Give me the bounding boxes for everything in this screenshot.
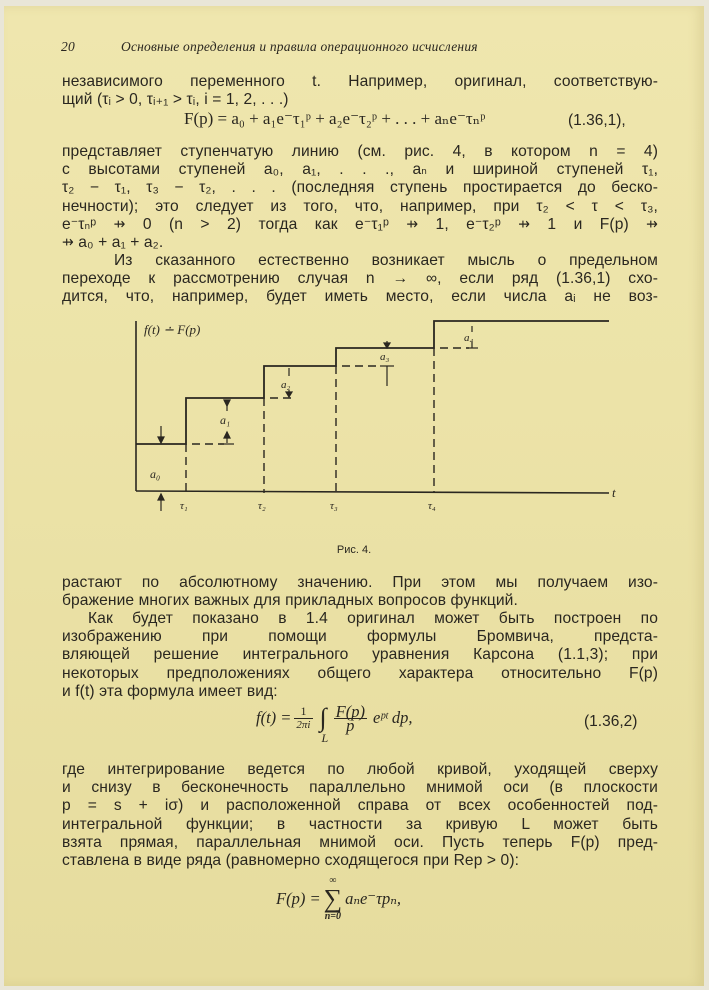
sum-upper-limit: ∞: [329, 875, 337, 886]
eq3-term: aₙe⁻τpₙ,: [345, 889, 402, 908]
text-line: ставлена в виде ряда (равномерно сходящегося при Rep > 0):: [62, 852, 520, 870]
book-page: [4, 6, 704, 986]
text-line: интегральной функции; в частности за кривую L может быть: [62, 815, 658, 833]
text-line: переходе к рассмотрению случая n → ∞, если ряд (1.36,1) схо-: [62, 270, 658, 288]
text-line: растают по абсолютному значению. При этом мы получаем изо-: [62, 574, 658, 591]
x-axis-label: t: [612, 485, 616, 500]
paragraph-4: [62, 574, 658, 610]
equation-1-36-2: [256, 701, 413, 745]
text-line: Как будет показано в 1.4 оригинал может быть построен по: [88, 610, 658, 627]
equation-series: [276, 876, 401, 922]
step-label-a4: a₄: [464, 332, 474, 344]
tick-label-tau4: τ₄: [428, 500, 436, 512]
x-axis: [136, 491, 609, 493]
text-line: нечности); это следует из того, что, например, при τ₂ < τ < τ₃,: [62, 197, 658, 215]
text-line: τ₂ − τ₁, τ₃ − τ₂, . . . (последняя ступень простирается до беско-: [62, 179, 658, 197]
running-header: [61, 39, 661, 55]
eq2-fraction-2: $\frac{F(p)}{p}$: [335, 701, 365, 735]
contour-label: L: [321, 731, 329, 745]
step-label-a2: a₂: [281, 379, 291, 391]
figure-4-step-diagram: [124, 316, 624, 536]
text-line: и f(t) эта формула имеет вид:: [62, 682, 278, 700]
page-number: 20: [61, 39, 75, 54]
text-line: и снизу в бесконечность параллельно мнимой оси (в плоскости: [62, 779, 658, 797]
integral-sign: ∫ L: [319, 703, 329, 745]
sum-sign: ∑: [323, 884, 343, 913]
text-line: изображению при помощи формулы Бромвича, предста-: [62, 628, 658, 646]
sum-operator: [324, 876, 343, 922]
text-line: e⁻τₙᵖ ⇸ 0 (n > 2) тогда как e⁻τ₁ᵖ ⇸ 1, e⁻τ₂ᵖ ⇸ 1 и F(p) ⇸: [62, 215, 658, 233]
tick-label-tau2: τ₂: [258, 500, 266, 512]
tick-label-tau3: τ₃: [330, 500, 338, 512]
text-line: независимого переменного t. Например, оригинал, соответствую-: [62, 73, 658, 90]
paragraph-3: [62, 252, 658, 307]
text-line: p = s + iσ) и расположенной справа от всех особенностей под-: [62, 797, 658, 815]
eq2-fraction-1: $\frac{1}{2\pi i}$: [296, 703, 311, 731]
equation-number-2: (1.36,2): [584, 713, 638, 730]
paragraph-6: [62, 761, 658, 870]
text-line: Из сказанного естественно возникает мысль о предельном: [114, 252, 658, 269]
figure-caption: Рис. 4.: [336, 544, 372, 556]
eq3-lhs: F(p) =: [276, 889, 321, 908]
text-line: щий (τᵢ > 0, τᵢ₊₁ > τᵢ, i = 1, 2, . . .): [62, 91, 289, 109]
paragraph-2: [62, 143, 658, 252]
y-axis-label: f(t) ∸ F(p): [144, 322, 201, 337]
text-line: ⇸ a₀ + a₁ + a₂.: [62, 234, 164, 252]
text-line: где интегрирование ведется по любой кривой, уходящей сверху: [62, 761, 658, 778]
text-line: некоторых предположениях общего характера относительно F(p): [62, 664, 658, 682]
step-line: [136, 321, 609, 444]
text-line: вляющей решение интегрального уравнения Карсона (1.1,3); при: [62, 646, 658, 664]
running-title: Основные определения и правила операционного исчисления: [121, 39, 478, 54]
sum-lower-limit: n=0: [324, 911, 341, 922]
eq2-tail: eᵖᵗ dp,: [372, 708, 413, 727]
eq2-lhs: f(t) =: [256, 708, 292, 727]
text-line: взята прямая, параллельная мнимой оси. Пусть теперь F(p) пред-: [62, 833, 658, 851]
text-line: с высотами ступеней a₀, a₁, . . ., aₙ и шириной ступеней τ₁,: [62, 161, 658, 179]
paragraph-1: [62, 73, 658, 109]
text-line: представляет ступенчатую линию (см. рис. 4, в котором n = 4): [62, 143, 658, 160]
tick-label-tau1: τ₁: [180, 500, 188, 512]
step-label-a1: a₁: [220, 413, 231, 427]
step-label-a0: a₀: [150, 467, 161, 481]
equation-1-36-1: F(p) = a₀ + a₁e⁻τ₁ᵖ + a₂e⁻τ₂ᵖ + . . . + aₙe⁻τₙᵖ: [184, 109, 486, 128]
step-label-a3: a₃: [380, 351, 390, 363]
paragraph-5: [62, 610, 658, 701]
text-line: бражение многих важных для прикладных вопросов функций.: [62, 592, 518, 610]
text-line: дится, что, например, будет иметь место, если числа aᵢ не воз-: [62, 288, 658, 306]
equation-number-1: (1.36,1),: [568, 112, 626, 129]
